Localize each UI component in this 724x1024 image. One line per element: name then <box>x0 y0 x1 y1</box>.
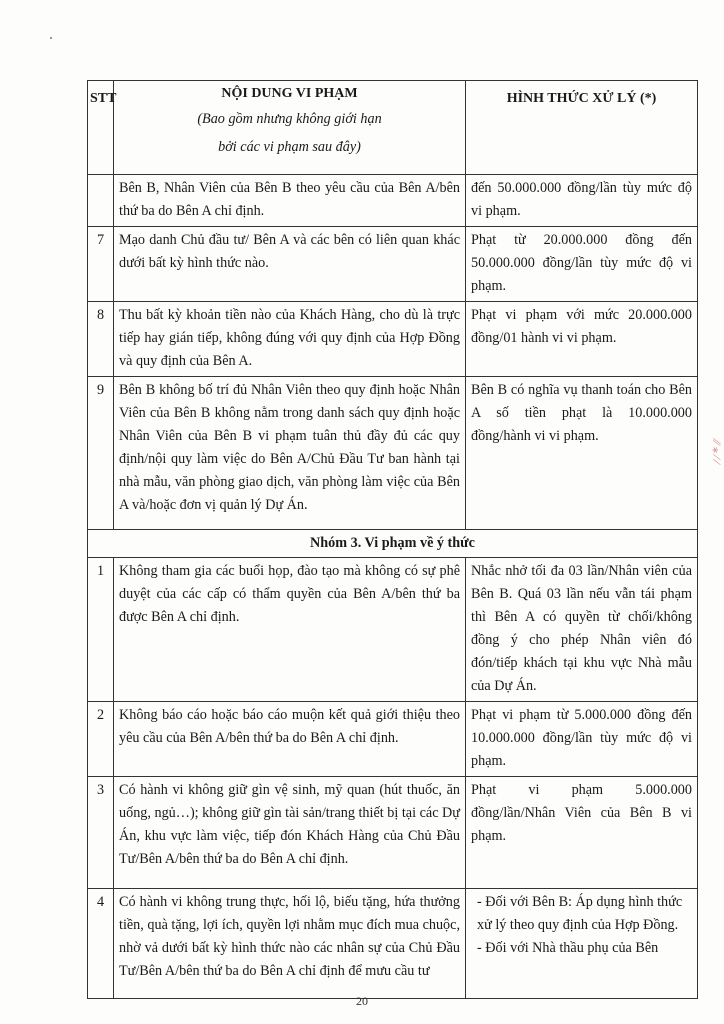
penalty-item: - Đối với Bên B: Áp dụng hình thức xử lý theo quy định của Hợp Đồng. <box>477 894 683 933</box>
header-stt: STT <box>88 81 114 175</box>
row-penalty: Phạt từ 20.000.000 đồng đến 50.000.000 đồng/lần tùy mức độ vi phạm. <box>466 227 698 302</box>
row-penalty: đến 50.000.000 đồng/lần tùy mức độ vi phạm. <box>466 175 698 227</box>
table-row <box>88 302 698 377</box>
row-content: Có hành vi không trung thực, hối lộ, biếu tặng, hứa thưởng tiền, quà tặng, lợi ích, quyền lợi nhằm mục đích mua chuộc, nhờ vả dưới bất kỳ hình thức nào các nhân sự của Chủ Đầu Tư/Bên A/bên thứ ba do Bên A chỉ định để mưu cầu tư <box>114 889 466 999</box>
row-content: Mạo danh Chủ đầu tư/ Bên A và các bên có liên quan khác dưới bất kỳ hình thức nào. <box>114 227 466 302</box>
row-stt: 8 <box>88 302 114 377</box>
table-header-row <box>88 81 698 175</box>
header-content-title: NỘI DUNG VI PHẠM <box>221 86 358 101</box>
row-content: Thu bất kỳ khoản tiền nào của Khách Hàng, cho dù là trực tiếp hay gián tiếp, không đúng với quy định của Hợp Đồng và quy định của Bên A. <box>114 302 466 377</box>
row-content: Có hành vi không giữ gìn vệ sinh, mỹ quan (hút thuốc, ăn uống, ngủ…); không giữ gìn tài sản/trang thiết bị tại các Dự Án, khu vực làm việc, tiếp đón Khách Hàng của Chủ Đầu Tư/Bên A/bên thứ ba do Bên A chỉ định. <box>114 777 466 889</box>
margin-stamp-mark: ⁄⁄ ⁎ ⁄ ⁄ <box>710 440 724 464</box>
row-stt <box>88 175 114 227</box>
row-stt: 1 <box>88 558 114 702</box>
header-content <box>114 81 466 175</box>
header-content-sub2: bởi các vi phạm sau đây) <box>218 139 361 155</box>
table-row <box>88 777 698 889</box>
table-row <box>88 702 698 777</box>
table-row <box>88 558 698 702</box>
row-stt: 3 <box>88 777 114 889</box>
row-penalty <box>466 889 698 999</box>
row-stt: 4 <box>88 889 114 999</box>
group-header-row <box>88 530 698 558</box>
group-title: Nhóm 3. Vi phạm về ý thức <box>88 530 698 558</box>
page-number: 20 <box>356 994 368 1008</box>
row-content: Bên B không bố trí đủ Nhân Viên theo quy định hoặc Nhân Viên của Bên B không nằm trong danh sách quy định hoặc Nhân Viên của Bên B vi phạm tuân thủ đầy đủ các quy định/nội quy làm việc do Bên A/Chủ Đầu Tư ban hành tại nhà mẫu, văn phòng giao dịch, văn phòng làm việc của Bên A và/hoặc đơn vị quản lý Dự Án. <box>114 377 466 530</box>
penalty-item: - Đối với Nhà thầu phụ của Bên <box>477 940 659 956</box>
table-row <box>88 377 698 530</box>
row-stt: 2 <box>88 702 114 777</box>
header-content-sub1: (Bao gồm nhưng không giới hạn <box>197 111 382 127</box>
row-content: Bên B, Nhân Viên của Bên B theo yêu cầu của Bên A/bên thứ ba do Bên A chỉ định. <box>114 175 466 227</box>
row-stt: 9 <box>88 377 114 530</box>
violation-table <box>87 80 698 999</box>
table-row <box>88 889 698 999</box>
row-content: Không tham gia các buổi họp, đào tạo mà không có sự phê duyệt của các cấp có thẩm quyền của Bên A/bên thứ ba được Bên A chỉ định. <box>114 558 466 702</box>
table-row <box>88 175 698 227</box>
row-penalty: Nhắc nhở tối đa 03 lần/Nhân viên của Bên B. Quá 03 lần nếu vẫn tái phạm thì Bên A có quyền từ chối/không đồng ý cho phép Nhân viên đó đón/tiếp khách tại khu vực Nhà mẫu của Dự Án. <box>466 558 698 702</box>
row-penalty: Bên B có nghĩa vụ thanh toán cho Bên A số tiền phạt là 10.000.000 đồng/hành vi vi phạm. <box>466 377 698 530</box>
row-stt: 7 <box>88 227 114 302</box>
row-penalty: Phạt vi phạm 5.000.000 đồng/lần/Nhân Viên của Bên B vi phạm. <box>466 777 698 889</box>
scan-speck <box>50 37 52 39</box>
table-row <box>88 227 698 302</box>
header-penalty: HÌNH THỨC XỬ LÝ (*) <box>466 81 698 175</box>
row-content: Không báo cáo hoặc báo cáo muộn kết quả giới thiệu theo yêu cầu của Bên A/bên thứ ba do Bên A chỉ định. <box>114 702 466 777</box>
row-penalty: Phạt vi phạm với mức 20.000.000 đồng/01 hành vi vi phạm. <box>466 302 698 377</box>
row-penalty: Phạt vi phạm từ 5.000.000 đồng đến 10.000.000 đồng/lần tùy mức độ vi phạm. <box>466 702 698 777</box>
